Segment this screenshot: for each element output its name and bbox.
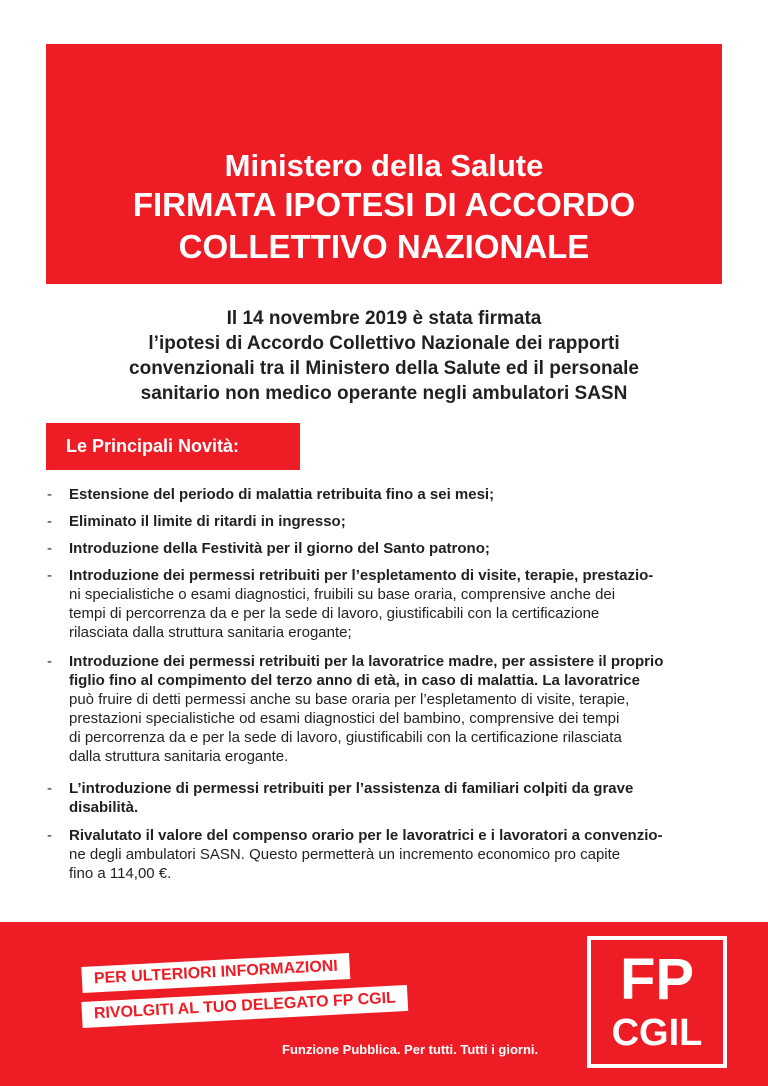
logo-fp: FP (619, 947, 695, 1012)
fp-cgil-logo (587, 936, 727, 1068)
list-item-text: Estensione del periodo di malattia retribuita fino a sei mesi; (69, 486, 495, 503)
list-item-text: Rivalutato il valore del compenso orario per le lavoratrici e i lavoratori a convenzio- (69, 827, 663, 844)
intro-line: l’ipotesi di Accordo Collettivo Nazionale dei rapporti (148, 333, 620, 354)
bullet-dash: - (47, 653, 52, 670)
list-item-text: Introduzione dei permessi retribuiti per la lavoratrice madre, per assistere il proprio (69, 653, 664, 670)
list-item-text: dalla struttura sanitaria erogante. (69, 748, 289, 765)
list-item-text: prestazioni specialistiche od esami diagnostici del bambino, comprensive dei tempi (69, 710, 620, 727)
list-item-text: rilasciata dalla struttura sanitaria erogante; (69, 624, 352, 641)
bullet-dash: - (47, 567, 52, 584)
list-item-text: Introduzione della Festività per il giorno del Santo patrono; (69, 540, 490, 557)
intro-line: convenzionali tra il Ministero della Salute ed il personale (129, 358, 639, 379)
header-title-line1: FIRMATA IPOTESI DI ACCORDO (132, 186, 636, 223)
bullet-dash: - (47, 513, 52, 530)
list-item-text: Introduzione dei permessi retribuiti per l’espletamento di visite, terapie, prestazio- (69, 567, 654, 584)
bullet-dash: - (47, 780, 52, 797)
bullet-dash: - (47, 540, 52, 557)
list-item-text: ne degli ambulatori SASN. Questo permetterà un incremento economico pro capite (69, 846, 621, 863)
list-item-text: può fruire di detti permessi anche su base oraria per l’espletamento di visite, terapie, (69, 691, 630, 708)
list-item-text: ni specialistiche o esami diagnostici, fruibili su base oraria, comprensive anche dei (69, 586, 616, 603)
bullet-dash: - (47, 827, 52, 844)
intro-line: sanitario non medico operante negli ambulatori SASN (140, 383, 628, 404)
list-item-text: di percorrenza da e per la sede di lavoro, giustificabili con la certificazione rilasciata (69, 729, 622, 746)
section-heading: Le Principali Novità: (46, 423, 300, 470)
list-item-text: L’introduzione di permessi retribuiti per l’assistenza di familiari colpiti da grave (69, 780, 634, 797)
list-item-text: disabilità. (69, 799, 139, 816)
header-title-line2: COLLETTIVO NAZIONALE (178, 228, 590, 265)
slogan: Funzione Pubblica. Per tutti. Tutti i giorni. (282, 1042, 539, 1057)
header-ministry: Ministero della Salute (224, 148, 544, 183)
list-item-text: figlio fino al compimento del terzo anno di età, in caso di malattia. La lavoratrice (69, 672, 640, 689)
list-item-text: fino a 114,00 €. (69, 865, 172, 882)
list-item-text: Eliminato il limite di ritardi in ingresso; (69, 513, 346, 530)
info-tag: PER ULTERIORI INFORMAZIONI (81, 953, 350, 993)
intro-line: Il 14 novembre 2019 è stata firmata (226, 308, 542, 329)
header-banner (46, 44, 722, 284)
logo-cgil: CGIL (611, 1012, 703, 1054)
bullet-dash: - (47, 486, 52, 503)
footer-banner (0, 922, 768, 1086)
delegate-tag: RIVOLGITI AL TUO DELEGATO FP CGIL (81, 985, 408, 1028)
list-item-text: tempi di percorrenza da e per la sede di lavoro, giustificabili con la certificazione (69, 605, 600, 622)
